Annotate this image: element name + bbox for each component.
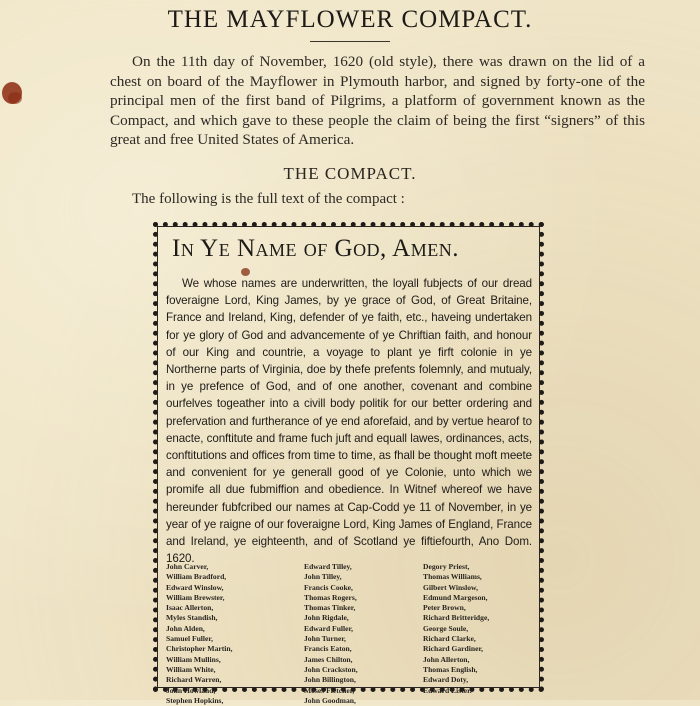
signer-name: Richard Britteridge, [423, 613, 490, 623]
compact-text: We whose names are underwritten, the loyall fubjects of our dread foveraigne Lord, King James, by ye grace of God, of Great Britaine, France and Ireland, King, defender of ye faith, etc., haveing undertaken for ye glory of God and advancemente of ye Chriftian faith, and honour of our King and countrie, a voyage to plant ye firft colonie in ye Northerne parts of Virginia, doe by thefe prefents folemnly, and mutualy, in ye prefence of God, and of one another, covenant and combine ourfelves togeather into a civill body politik for our better ordering and prefervation and furtherance of ye end aforefaid, and by vertue hearof to enacte, conftitute and frame fuch juft and equall lawes, ordinances, acts, conftitutions and offices from time to time, as fhall be thought moft meete and convenient for ye generall good of ye Colonie, unto which we promife all due fubmiffion and obedience. In Witnef whereof we have hereunder fubfcribed our names at Cap-Codd ye 11 of November, in ye year of ye raigne of our foveraigne Lord, King James of England, France and Ireland, ye eighteenth, and of Scotland ye fiftiefourth, Ano Dom. 1620. [166, 277, 532, 566]
signer-name: Edward Lister. [423, 685, 472, 695]
compact-heading: THE COMPACT. [283, 164, 417, 183]
signer-name: William Bradford, [166, 572, 227, 582]
signer-name: William White, [166, 664, 216, 674]
signer-name: Edward Doty, [423, 675, 469, 685]
signer-name: William Brewster, [166, 592, 225, 602]
compact-title: In Ye Name of God, Amen. [172, 235, 459, 262]
signer-name: Isaac Allerton, [166, 603, 214, 613]
signer-name: John Turner, [304, 634, 346, 644]
signer-name: John Howland, [166, 685, 216, 695]
signers-column-3 [423, 562, 553, 696]
signer-name: Gilbert Winslow, [423, 582, 478, 592]
signer-name: Edmund Margeson, [423, 592, 488, 602]
signer-name: Moses Fletcher, [304, 685, 355, 695]
signer-name: Edward Tilley, [304, 562, 352, 571]
ink-stain [8, 92, 22, 104]
signer-name: George Soule, [423, 623, 469, 633]
signer-name: John Alden, [166, 623, 205, 633]
signer-name: John Tilley, [304, 572, 342, 582]
signer-name: Richard Clarke, [423, 634, 476, 644]
signer-name: John Carver, [166, 562, 209, 571]
signer-name: John Goodman, [304, 695, 356, 705]
title-underline [310, 41, 390, 42]
signer-name: Degory Priest, [423, 562, 470, 571]
signer-name: Francis Eaton, [304, 644, 352, 654]
signer-name: Christopher Martin, [166, 644, 233, 654]
signer-name: Thomas English, [423, 664, 478, 674]
page-title: THE MAYFLOWER COMPACT. [167, 6, 533, 33]
signer-name: Samuel Fuller, [166, 634, 213, 644]
signer-name: Richard Warren, [166, 675, 222, 685]
intro-paragraph: On the 11th day of November, 1620 (old style), there was drawn on the lid of a chest on board of the Mayflower in Plymouth harbor, and signed by forty-one of the principal men of the first band of Pilgrims, a platform of government known as the Compact, and which gave to these people the claim of being the first “signers” of this great and free United States of America. [110, 53, 645, 148]
following-text: The following is the full text of the compact : [132, 191, 405, 207]
signer-name: John Billington, [304, 675, 356, 685]
signer-name: Thomas Rogers, [304, 592, 357, 602]
signer-name: Myles Standish, [166, 613, 218, 623]
signer-name: James Chilton, [304, 654, 353, 664]
signer-name: Stephen Hopkins, [166, 695, 224, 705]
signer-name: John Rigdale, [304, 613, 349, 623]
signer-name: Thomas Williams, [423, 572, 482, 582]
signer-name: Peter Brown, [423, 603, 466, 613]
signer-name: Thomas Tinker, [304, 603, 356, 613]
signer-name: Richard Gardiner, [423, 644, 484, 654]
signers-column-2 [304, 562, 434, 706]
signer-name: Edward Fuller, [304, 623, 354, 633]
signer-name: John Crackston, [304, 664, 358, 674]
signer-name: Edward Winslow, [166, 582, 224, 592]
signer-name: John Allerton, [423, 654, 470, 664]
signer-name: William Mullins, [166, 654, 221, 664]
signers-column-1 [166, 562, 296, 706]
signer-name: Francis Cooke, [304, 582, 353, 592]
